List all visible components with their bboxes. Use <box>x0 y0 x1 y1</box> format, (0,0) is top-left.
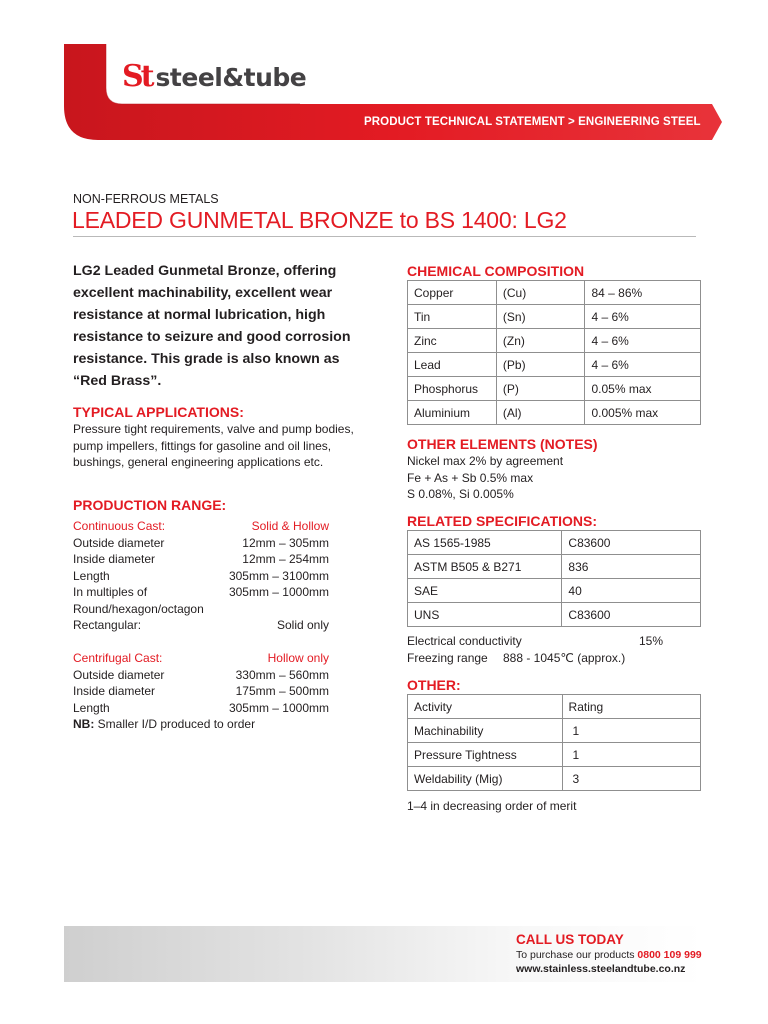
properties <box>407 633 663 666</box>
related-specs-table <box>407 530 701 627</box>
table-row <box>408 579 701 603</box>
conductivity-row <box>407 633 663 650</box>
table-row <box>408 305 701 329</box>
table-cell: (Pb) <box>496 353 585 377</box>
freezing-row <box>407 650 663 667</box>
range-value: 175mm – 500mm <box>235 684 329 698</box>
table-row <box>408 377 701 401</box>
purchase-line <box>516 949 702 961</box>
conductivity-value: 15% <box>638 634 663 648</box>
range-label <box>73 584 204 617</box>
related-specs-heading: RELATED SPECIFICATIONS: <box>407 513 598 529</box>
table-row <box>408 401 701 425</box>
freezing-value: 888 - 1045℃ (approx.) <box>503 650 626 665</box>
table-cell: (Zn) <box>496 329 585 353</box>
range-value: 12mm – 254mm <box>242 552 329 566</box>
table-cell: ASTM B505 & B271 <box>408 555 562 579</box>
range-row <box>73 683 329 700</box>
continuous-cast-label: Continuous Cast: <box>73 519 166 533</box>
table-row <box>408 281 701 305</box>
range-label: Length <box>73 568 110 583</box>
table-cell: AS 1565-1985 <box>408 531 562 555</box>
range-value: 305mm – 1000mm <box>228 585 329 599</box>
nb-text: Smaller I/D produced to order <box>94 717 256 731</box>
table-cell: Activity <box>408 695 563 719</box>
table-cell: Rating <box>562 695 700 719</box>
logo-mark-icon: St <box>122 59 152 94</box>
table-row <box>408 767 701 791</box>
table-cell: UNS <box>408 603 562 627</box>
multiples-label-line-2: Round/hexagon/octagon <box>73 601 204 616</box>
range-value: Solid only <box>276 618 329 632</box>
table-cell: Machinability <box>408 719 563 743</box>
typical-applications-heading: TYPICAL APPLICATIONS: <box>73 404 244 420</box>
table-row <box>408 743 701 767</box>
table-cell: 3 <box>562 767 700 791</box>
table-cell: 0.05% max <box>585 377 701 401</box>
table-cell: Aluminium <box>408 401 497 425</box>
chemical-composition-table <box>407 280 701 425</box>
range-label: Inside diameter <box>73 552 156 566</box>
table-cell: (P) <box>496 377 585 401</box>
nb-label: NB: <box>73 717 95 731</box>
category-label: NON-FERROUS METALS <box>73 192 219 206</box>
table-cell: Copper <box>408 281 497 305</box>
brand-logo <box>122 60 306 94</box>
typical-applications-text: Pressure tight requirements, valve and pump bodies, pump impellers, fittings for gasoline and oil lines, bushings, general engineering applications etc. <box>73 422 354 469</box>
range-label: Outside diameter <box>73 667 165 682</box>
production-range-heading: PRODUCTION RANGE: <box>73 497 227 513</box>
phone-number-link[interactable]: 0800 109 999 <box>637 949 702 961</box>
other-ratings-table <box>407 694 701 791</box>
table-row <box>408 603 701 627</box>
table-cell: 836 <box>562 555 701 579</box>
range-row <box>73 667 329 684</box>
range-row <box>73 700 329 717</box>
other-heading: OTHER: <box>407 677 461 693</box>
intro-paragraph: LG2 Leaded Gunmetal Bronze, offering excellent machinability, excellent wear resistance at normal lubrication, high resistance to seizure and good corrosion resistance. This grade is also known as “Red Brass”. <box>73 263 351 389</box>
table-row <box>408 695 701 719</box>
title-divider <box>73 236 696 237</box>
table-cell: C83600 <box>562 603 701 627</box>
table-cell: SAE <box>408 579 562 603</box>
table-row <box>408 719 701 743</box>
range-label: Outside diameter <box>73 535 165 550</box>
table-cell: 4 – 6% <box>585 329 701 353</box>
note-line: Nickel max 2% by agreement <box>407 454 564 468</box>
nb-note <box>73 716 329 733</box>
table-row <box>408 531 701 555</box>
table-cell: Tin <box>408 305 497 329</box>
table-cell: Lead <box>408 353 497 377</box>
table-cell: Phosphorus <box>408 377 497 401</box>
table-cell: (Sn) <box>496 305 585 329</box>
header-bar-text: PRODUCT TECHNICAL STATEMENT > ENGINEERING STEEL <box>364 116 701 128</box>
table-cell: (Cu) <box>496 281 585 305</box>
table-cell: 0.005% max <box>585 401 701 425</box>
purchase-text: To purchase our products <box>516 949 638 961</box>
range-value: 305mm – 1000mm <box>228 700 329 715</box>
range-row <box>73 535 329 552</box>
range-row <box>73 584 329 617</box>
table-cell: 40 <box>562 579 701 603</box>
table-cell: 84 – 86% <box>585 281 701 305</box>
range-label: Inside diameter <box>73 684 156 698</box>
range-row <box>73 568 329 585</box>
centrifugal-cast-block <box>73 650 329 733</box>
range-row <box>73 617 329 634</box>
centrifugal-cast-label: Centrifugal Cast: <box>73 651 163 665</box>
conductivity-label: Electrical conductivity <box>407 634 522 648</box>
range-row <box>73 551 329 568</box>
table-cell: (Al) <box>496 401 585 425</box>
centrifugal-cast-row <box>73 650 329 667</box>
chemical-composition-heading: CHEMICAL COMPOSITION <box>407 263 585 279</box>
website-link[interactable]: www.stainless.steelandtube.co.nz <box>516 963 686 975</box>
range-value: 305mm – 3100mm <box>228 568 329 583</box>
note-line: S 0.08%, Si 0.005% <box>407 487 514 501</box>
page-title: LEADED GUNMETAL BRONZE to BS 1400: LG2 <box>72 207 567 233</box>
table-cell: 1 <box>562 719 700 743</box>
freezing-label: Freezing range <box>407 650 488 665</box>
rating-note: 1–4 in decreasing order of merit <box>407 799 577 813</box>
table-cell: Zinc <box>408 329 497 353</box>
note-line: Fe + As + Sb 0.5% max <box>407 470 534 485</box>
table-cell: Weldability (Mig) <box>408 767 563 791</box>
table-cell: 1 <box>562 743 700 767</box>
table-cell: 4 – 6% <box>585 305 701 329</box>
nb-note-text <box>73 716 255 733</box>
table-cell: C83600 <box>562 531 701 555</box>
continuous-cast-value: Solid & Hollow <box>251 519 329 533</box>
centrifugal-cast-value: Hollow only <box>267 651 329 665</box>
logo-text: steel&tube <box>155 62 307 92</box>
table-cell: Pressure Tightness <box>408 743 563 767</box>
continuous-cast-row <box>73 518 329 535</box>
other-elements-notes <box>407 453 697 503</box>
range-label: Length <box>73 700 110 715</box>
range-value: 12mm – 305mm <box>242 535 329 550</box>
header <box>0 0 768 145</box>
continuous-cast-block <box>73 518 329 634</box>
range-label: Rectangular: <box>73 618 142 632</box>
other-elements-heading: OTHER ELEMENTS (NOTES) <box>407 436 598 452</box>
range-value: 330mm – 560mm <box>235 667 329 682</box>
table-row <box>408 353 701 377</box>
multiples-label-line-1: In multiples of <box>73 585 148 599</box>
table-row <box>408 555 701 579</box>
table-cell: 4 – 6% <box>585 353 701 377</box>
call-us-title: CALL US TODAY <box>516 932 624 947</box>
table-row <box>408 329 701 353</box>
